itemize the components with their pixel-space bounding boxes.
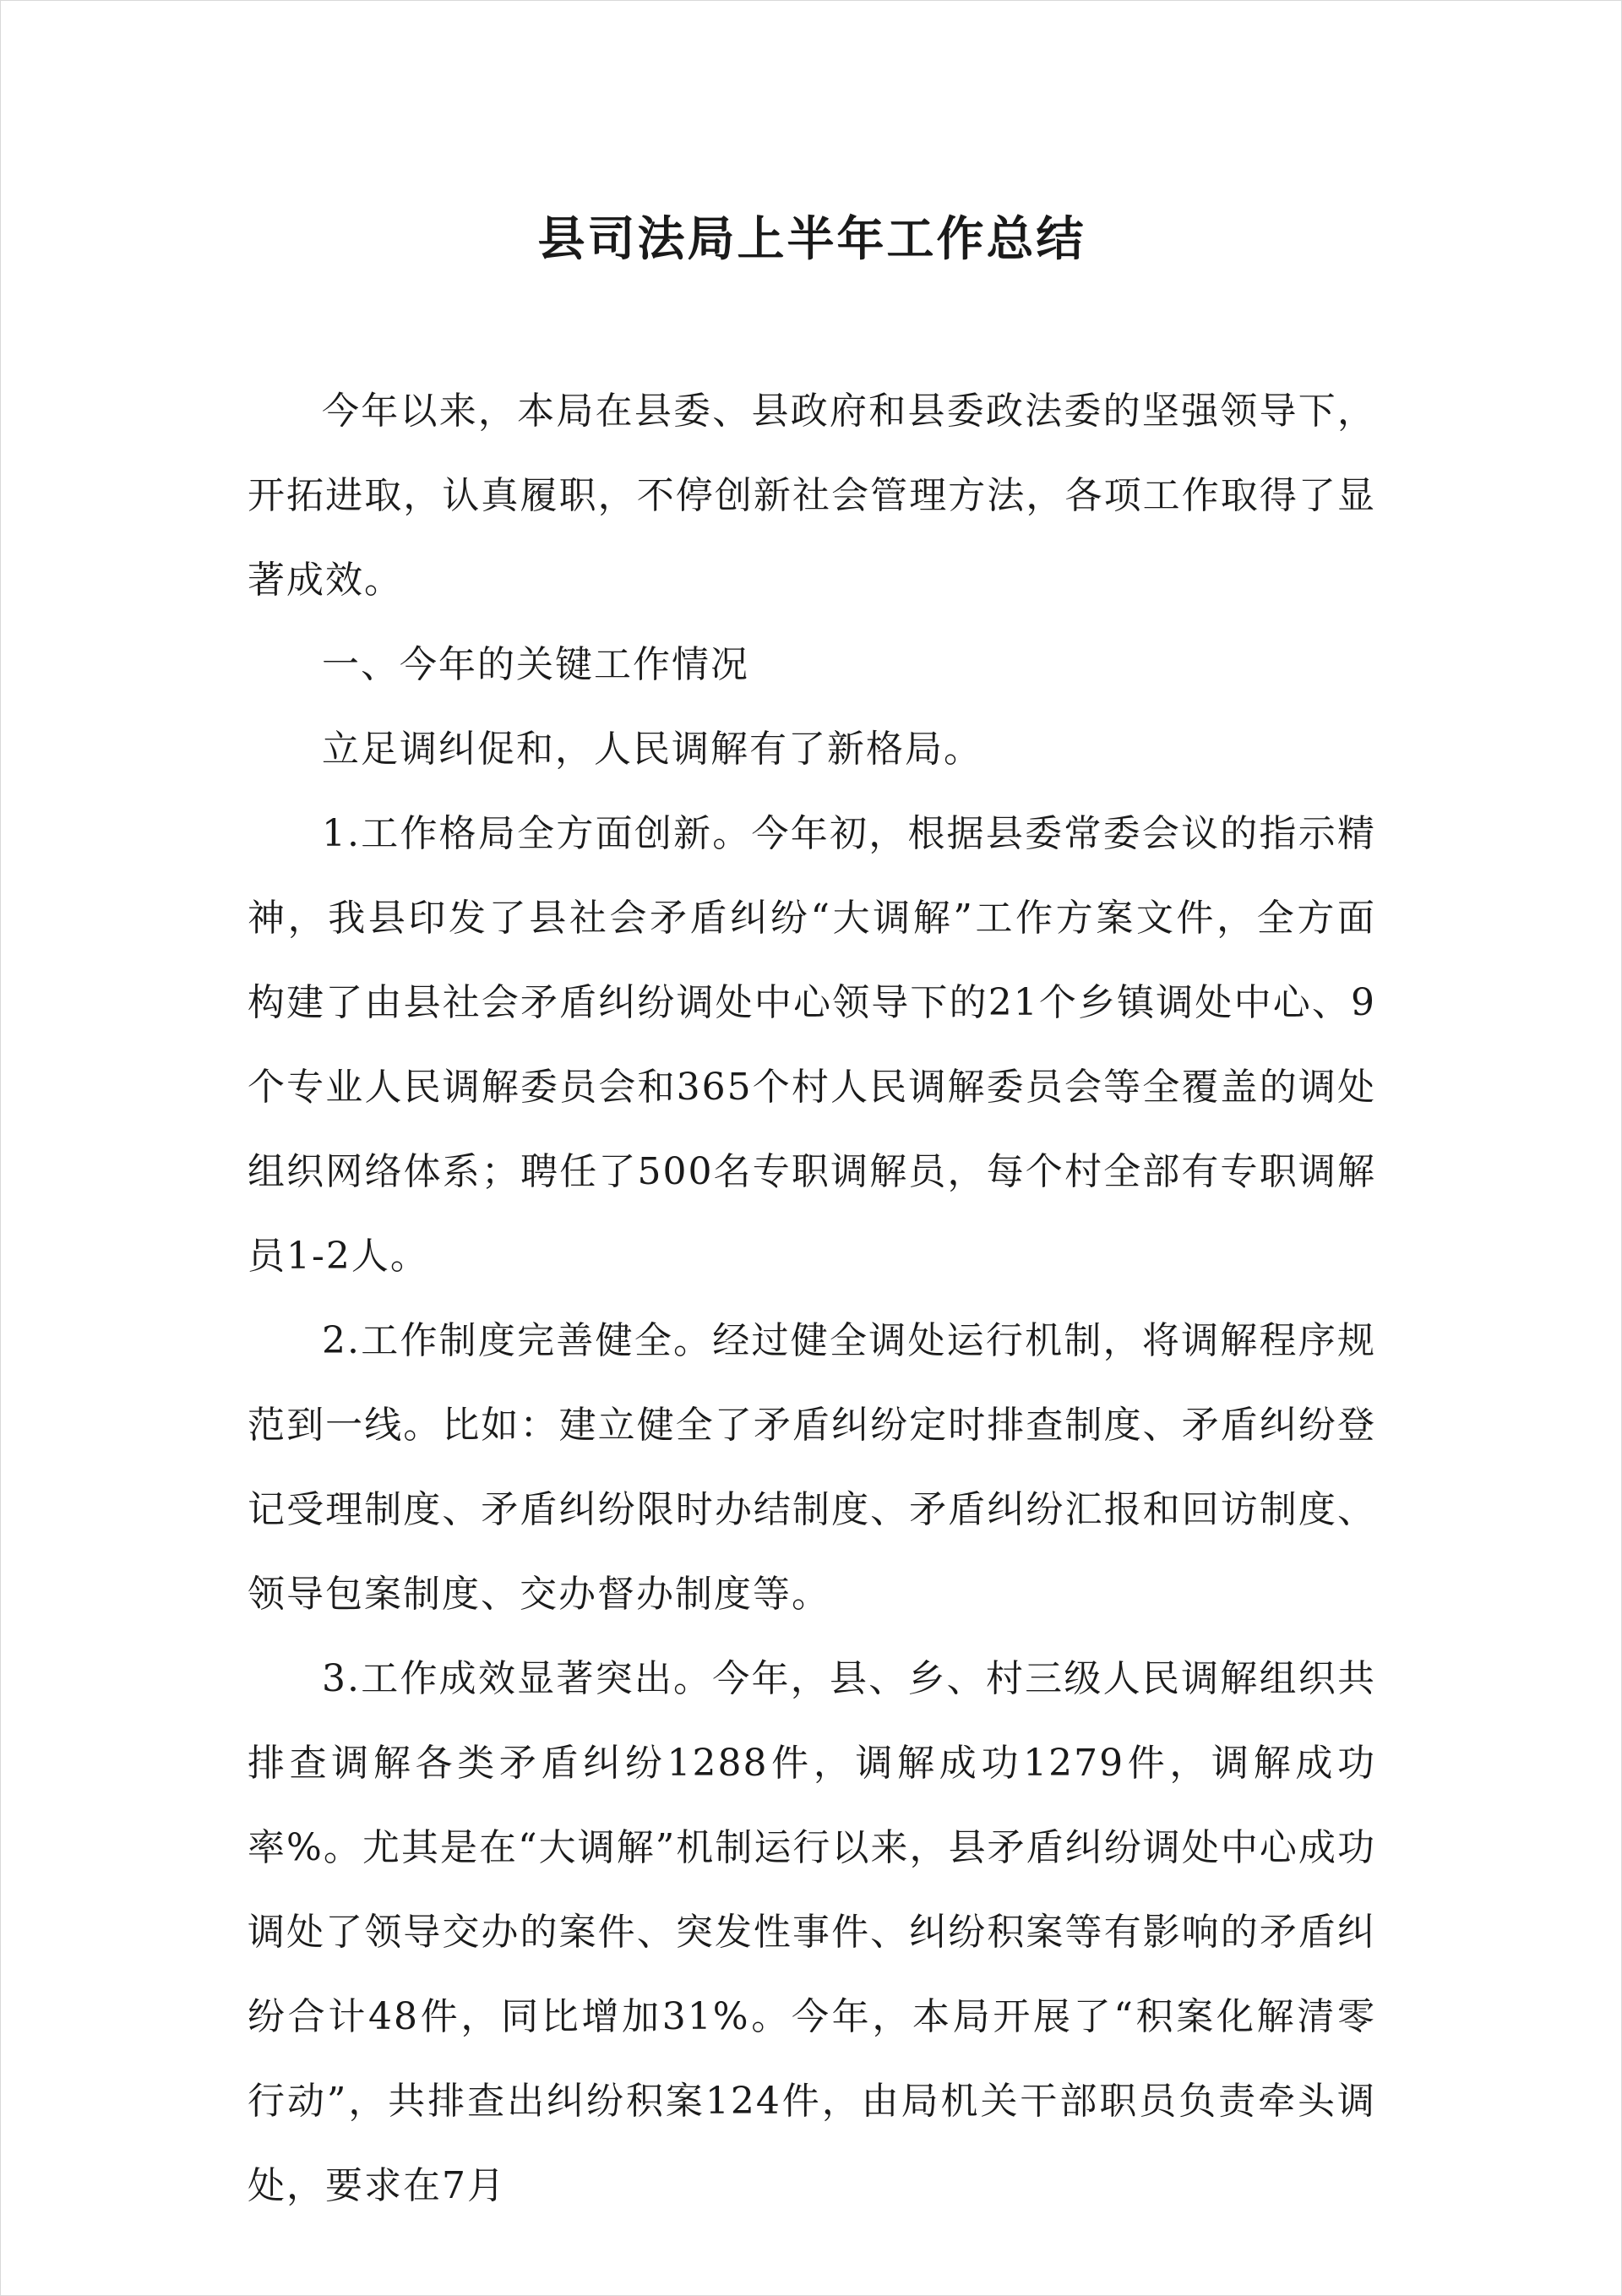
paragraph-item-1: 1.工作格局全方面创新。今年初，根据县委常委会议的指示精神，我县印发了县社会矛盾纠纷“大调解”工作方案文件，全方面构建了由县社会矛盾纠纷调处中心领导下的21个乡镇调处中心、9个专业人民调解委员会和365个村人民调解委员会等全覆盖的调处组织网络体系；聘任了500名专职调解员，每个村全部有专职调解员1-2人。 bbox=[248, 812, 1376, 1278]
paragraph-item-3: 3.工作成效显著突出。今年，县、乡、村三级人民调解组织共排查调解各类矛盾纠纷1288件，调解成功1279件，调解成功率%。尤其是在“大调解”机制运行以来，县矛盾纠纷调处中心成功调处了领导交办的案件、突发性事件、纠纷积案等有影响的矛盾纠纷合计48件，同比增加31%。今年，本局开展了“积案化解清零行动”，共排查出纠纷积案124件，由局机关干部职员负责牵头调处，要求在7月 bbox=[248, 1657, 1376, 2207]
section-heading: 一、今年的关键工作情况 bbox=[322, 643, 749, 686]
subsection-heading: 立足调纠促和，人民调解有了新格局。 bbox=[322, 728, 982, 771]
paragraph-item-2: 2.工作制度完善健全。经过健全调处运行机制，将调解程序规范到一线。比如：建立健全了矛盾纠纷定时排查制度、矛盾纠纷登记受理制度、矛盾纠纷限时办结制度、矛盾纠纷汇报和回访制度、领导包案制度、交办督办制度等。 bbox=[248, 1319, 1376, 1616]
document-body bbox=[248, 369, 1376, 2228]
document-title: 县司法局上半年工作总结 bbox=[537, 211, 1086, 267]
paragraph-intro: 今年以来，本局在县委、县政府和县委政法委的坚强领导下，开拓进取，认真履职，不停创新社会管理方法，各项工作取得了显著成效。 bbox=[248, 390, 1376, 602]
